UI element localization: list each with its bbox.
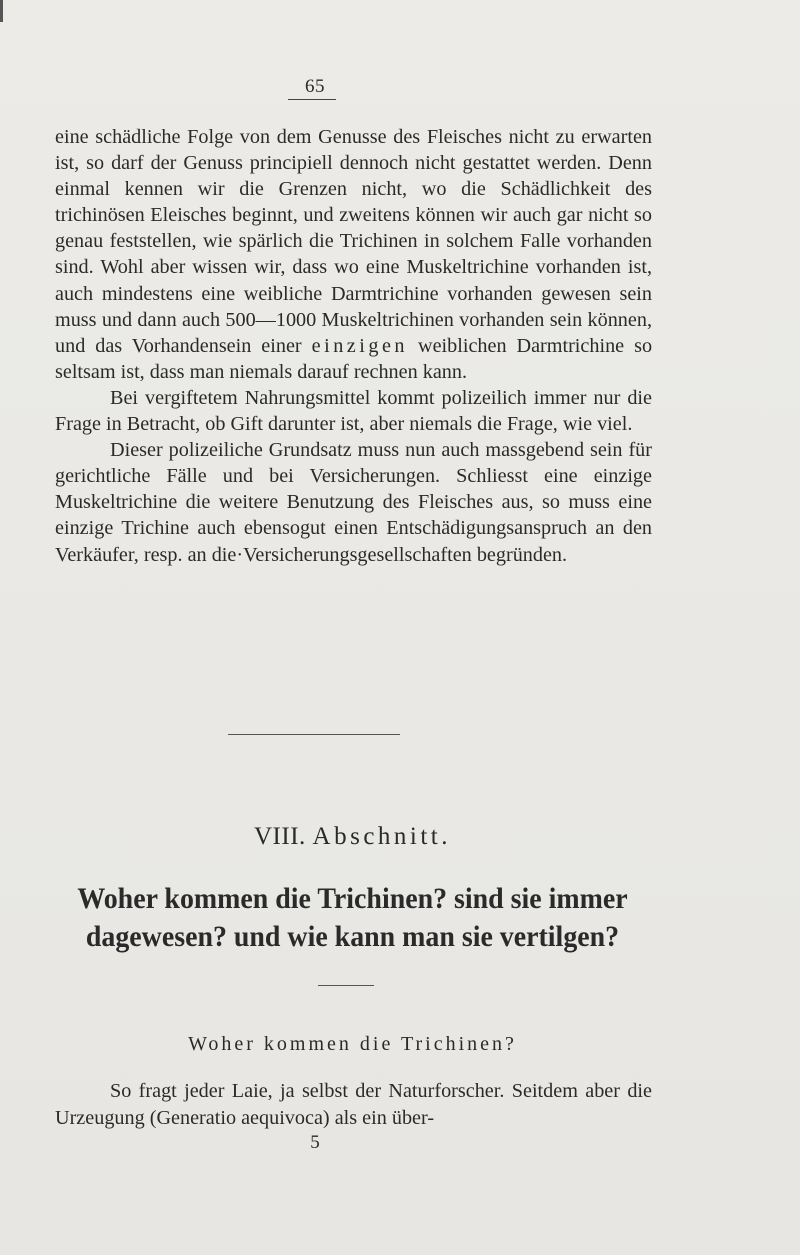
page-number: 65: [305, 76, 325, 97]
chapter-headline: [62, 880, 643, 956]
section-divider-rule: [228, 734, 400, 735]
paragraph-3: Dieser polizeiliche Grundsatz muss nun auch massgebend sein für gerichtliche Fälle und bei Versicherungen. Schliesst eine einzige Muskeltrichine die weitere Benutzung des Fleisches aus, so muss eine einzige Trichine auch ebensogut einen Entschädigungsanspruch an den Verkäufer, resp. an die·Versicherungsgesellschaften begründen.: [55, 439, 652, 566]
subheading: Woher kommen die Trichinen?: [188, 1033, 517, 1055]
body-text-section-2: [55, 1078, 652, 1132]
paragraph-4: So fragt jeder Laie, ja selbst der Naturforscher. Seitdem aber die Urzeugung (Generatio aequivoca) als ein über-: [55, 1080, 652, 1129]
scan-edge-mark: [0, 0, 3, 22]
headline-line-1: Woher kommen die Trichinen? sind sie immer: [77, 882, 628, 915]
page-number-underline: [288, 99, 336, 100]
body-text-section-1: [55, 124, 652, 568]
paragraph-1-text-a: eine schädliche Folge von dem Genusse des Fleisches nicht zu erwarten ist, so darf der Genuss principiell dennoch nicht gestattet werden. Denn einmal kennen wir die Grenzen nicht, wo die Schädlichkeit des trichinösen Eleisches beginnt, und zweitens können wir auch gar nicht so genau feststellen, wie spärlich die Trichinen in solchem Falle vorhanden sind. Wohl aber wissen wir, dass wo eine Muskeltrichine vorhanden ist, auch mindestens eine weibliche Darmtrichine vorhanden gewesen sein muss und dann auch 500—1000 Muskeltrichinen vorhanden sein können, und das Vorhandensein einer: [55, 126, 652, 357]
emphasis-einzigen: einzigen: [311, 334, 409, 357]
paragraph-1: [55, 124, 652, 385]
headline-line-2: dagewesen? und wie kann man sie vertilgen?: [85, 920, 620, 953]
section-word: Abschnitt.: [312, 823, 451, 850]
paragraph-1-text-b: weiblichen Darmtrichine so seltsam ist, dass man niemals darauf rechnen kann.: [55, 334, 653, 383]
signature-mark: 5: [310, 1132, 320, 1153]
section-title: [0, 823, 705, 851]
paragraph-2: Bei vergiftetem Nahrungsmittel kommt polizeilich immer nur die Frage in Betracht, ob Gift darunter ist, aber niemals die Frage, wie viel.: [55, 386, 652, 436]
headline-divider-rule: [318, 985, 374, 986]
section-numeral: VIII.: [254, 823, 306, 850]
